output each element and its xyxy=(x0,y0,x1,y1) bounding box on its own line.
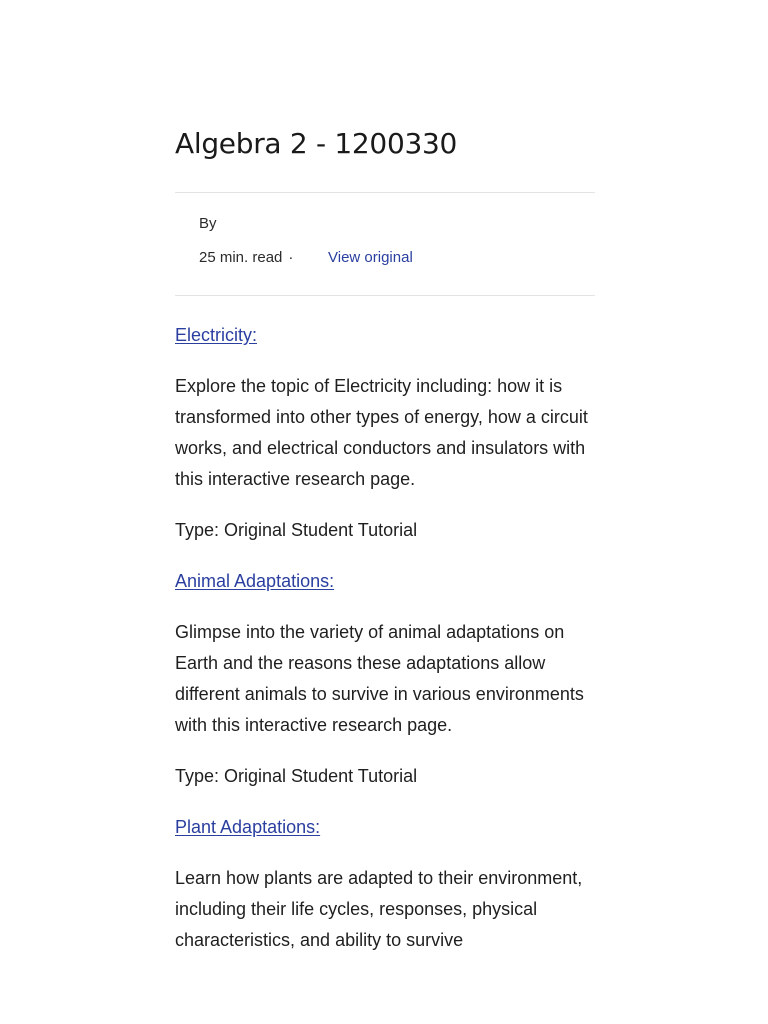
section-link-animal-adaptations[interactable]: Animal Adaptations: xyxy=(175,571,335,591)
section-link-plant-adaptations[interactable]: Plant Adaptations: xyxy=(175,817,321,837)
section-type: Type: Original Student Tutorial xyxy=(175,520,418,540)
article-meta xyxy=(199,248,413,268)
read-time: 25 min. read xyxy=(199,249,283,266)
header-divider-bottom xyxy=(175,295,595,296)
view-original-link[interactable]: View original xyxy=(328,249,413,266)
section-heading xyxy=(175,320,595,351)
section-link-electricity[interactable]: Electricity: xyxy=(175,325,258,345)
byline: By xyxy=(199,215,217,232)
section-type: Type: Original Student Tutorial xyxy=(175,766,418,786)
article-body xyxy=(175,320,595,976)
section-heading xyxy=(175,812,595,843)
section-description: Explore the topic of Electricity including: how it is transformed into other types of energy, how a circuit works, and electrical conductors and insulators with this interactive research page. xyxy=(175,376,588,489)
meta-separator: · xyxy=(288,249,294,266)
section-description: Learn how plants are adapted to their environment, including their life cycles, responses, physical characteristics, and ability to survive xyxy=(175,868,583,950)
article-title: Algebra 2 - 1200330 xyxy=(175,127,457,160)
header-divider-top xyxy=(175,192,595,193)
section-heading xyxy=(175,566,595,597)
section-description: Glimpse into the variety of animal adaptations on Earth and the reasons these adaptations allow different animals to survive in various environments with this interactive research page. xyxy=(175,622,584,735)
